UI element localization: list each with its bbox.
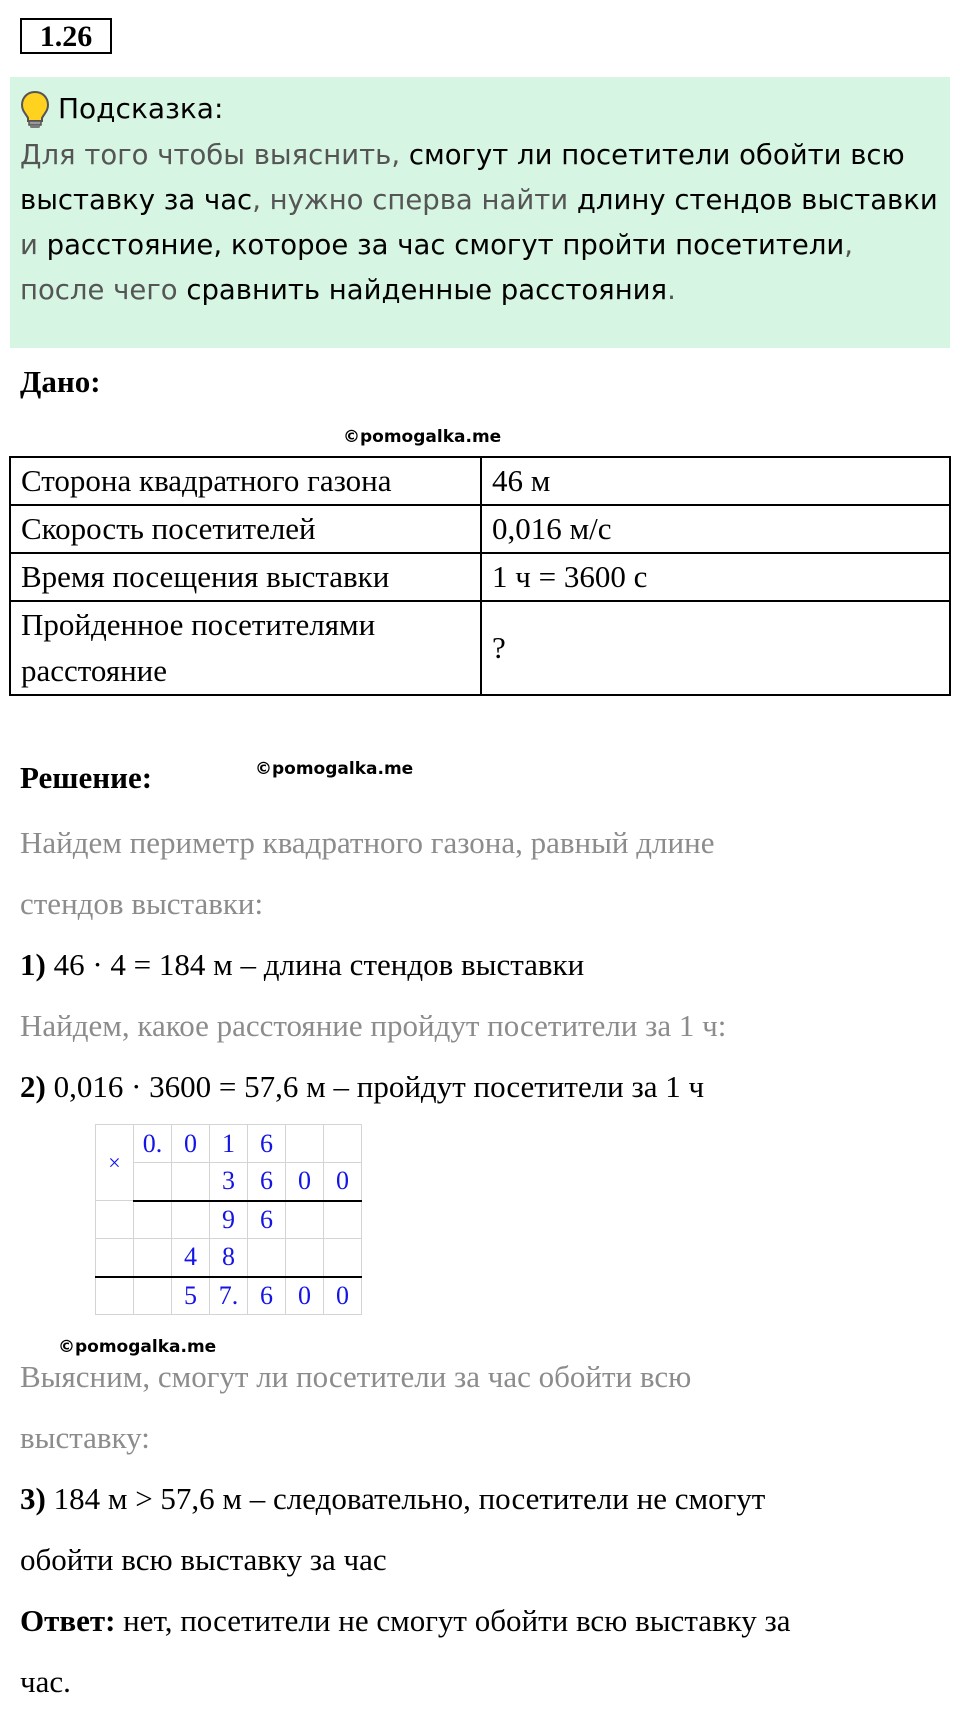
step-3-continued: обойти всю выставку за час [20,1542,387,1577]
table-row [10,601,950,695]
hint-fragment: , нужно сперва найти [252,184,577,216]
calc-cell: 6 [248,1125,286,1163]
calc-cell: 0 [286,1277,324,1315]
calc-cell: 6 [248,1163,286,1201]
given-value: 46 м [481,457,950,505]
given-name: Скорость посетителей [10,505,481,553]
given-value: 1 ч = 3600 с [481,553,950,601]
calc-cell: 5 [172,1277,210,1315]
calc-cell: 7. [210,1277,248,1315]
calc-cell: 0 [172,1125,210,1163]
hint-fragment: и [20,229,47,261]
table-row [10,457,950,505]
hint-text [20,133,945,313]
step-2 [20,1056,940,1117]
calc-cell [134,1239,172,1277]
calc-cell: 3 [210,1163,248,1201]
watermark: ©pomogalka.me [58,1337,217,1357]
given-name: Пройденное посетителями расстояние [10,601,481,695]
answer [20,1590,940,1651]
calc-cell [324,1239,362,1277]
calc-cell: 0 [324,1277,362,1315]
answer-continued: час. [20,1664,71,1699]
calc-cell [134,1163,172,1201]
calc-cell [96,1277,134,1315]
answer-label: Ответ: [20,1603,116,1638]
multiplication-grid [95,1124,362,1315]
step-text: 184 м > 57,6 м – следовательно, посетители не смогут [45,1481,766,1516]
calc-cell [134,1277,172,1315]
step-number: 3) [20,1481,46,1516]
hint-emphasis: смогут ли посетители обойти всю выставку за час [20,139,905,216]
hint-emphasis: длину стендов выставки [576,184,938,216]
calc-cell: 0 [324,1163,362,1201]
table-row [10,505,950,553]
solution-text: Выясним, смогут ли посетители за час обойти всю [20,1359,692,1394]
calc-row [96,1201,362,1239]
calc-cell: 9 [210,1201,248,1239]
calc-cell [172,1163,210,1201]
calc-cell: 0 [286,1163,324,1201]
solution-text: выставку: [20,1420,150,1455]
calc-row [96,1163,362,1201]
given-value: ? [481,601,950,695]
hint-fragment: Для того чтобы выяснить, [20,139,409,171]
hint-fragment: , после чего [20,229,854,306]
calc-cell: 6 [248,1201,286,1239]
given-label: Дано: [20,364,101,399]
calc-cell [96,1239,134,1277]
watermark: ©pomogalka.me [255,759,414,779]
calc-row [96,1239,362,1277]
hint-fragment: . [667,274,676,306]
solution-label: Решение: [20,760,153,795]
calc-cell: 4 [172,1239,210,1277]
solution-text: стендов выставки: [20,886,264,921]
given-value: 0,016 м/с [481,505,950,553]
solution-text: Найдем периметр квадратного газона, равный длине [20,825,715,860]
hint-emphasis: сравнить найденные расстояния [186,274,668,306]
step-1 [20,934,940,995]
calc-row [96,1125,362,1163]
table-row [10,553,950,601]
given-name: Время посещения выставки [10,553,481,601]
calc-cell [324,1125,362,1163]
calc-cell: 0. [134,1125,172,1163]
calc-cell: 1 [210,1125,248,1163]
lightbulb-icon [20,90,50,130]
calc-row [96,1277,362,1315]
hint-title-row [20,89,223,130]
problem-number: 1.26 [20,18,112,54]
step-number: 1) [20,947,46,982]
step-number: 2) [20,1069,46,1104]
calc-cell [286,1239,324,1277]
multiply-sign: × [96,1125,134,1201]
calc-cell [172,1201,210,1239]
hint-emphasis: расстояние, которое за час смогут пройти посетители [46,229,845,261]
step-text: 46 · 4 = 184 м – длина стендов выставки [45,947,585,982]
calc-cell: 6 [248,1277,286,1315]
calc-cell [134,1201,172,1239]
watermark: ©pomogalka.me [343,427,502,447]
step-text: 0,016 · 3600 = 57,6 м – пройдут посетители за 1 ч [45,1069,705,1104]
calc-cell [286,1125,324,1163]
hint-box [10,77,950,348]
hint-title: Подсказка: [58,92,224,125]
calc-cell [286,1201,324,1239]
given-table [9,456,951,696]
given-name: Сторона квадратного газона [10,457,481,505]
step-3 [20,1468,940,1529]
calc-cell [324,1201,362,1239]
calc-cell: 8 [210,1239,248,1277]
answer-text: нет, посетители не смогут обойти всю выставку за [115,1603,791,1638]
calc-cell [248,1239,286,1277]
solution-text: Найдем, какое расстояние пройдут посетители за 1 ч: [20,1008,727,1043]
calc-cell [96,1201,134,1239]
